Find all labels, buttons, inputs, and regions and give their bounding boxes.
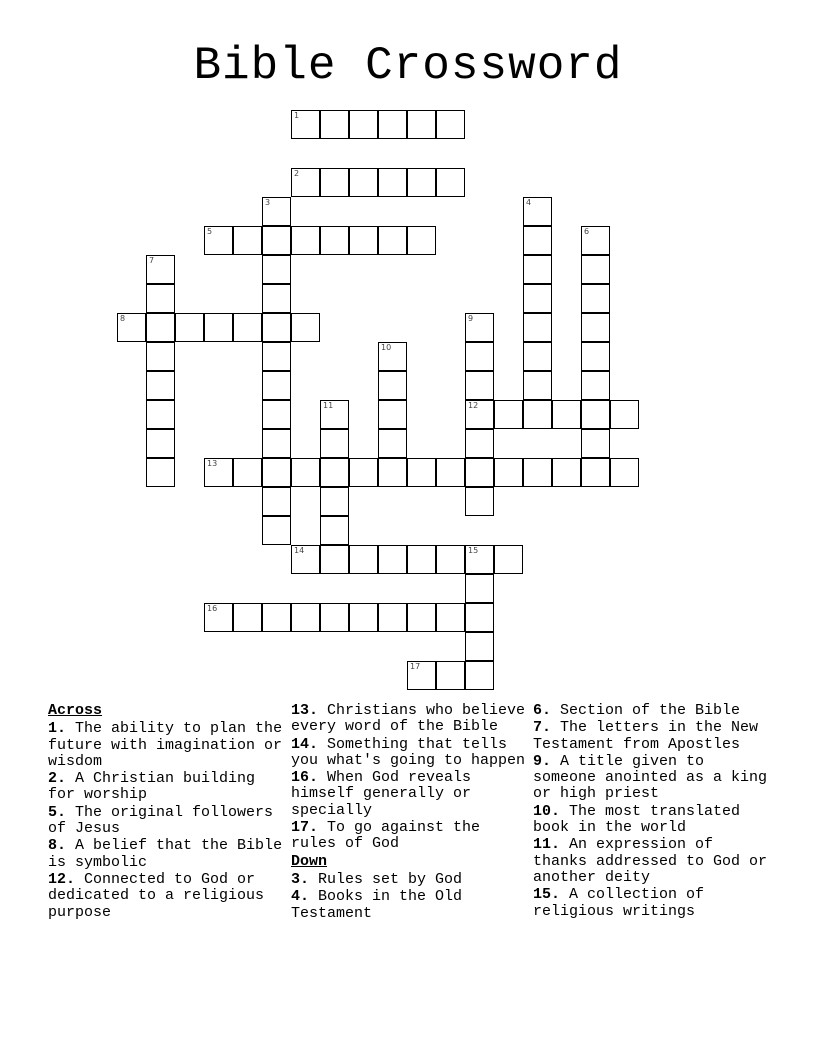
clue-text: A title given to someone anointed as a king or high priest	[533, 752, 768, 803]
clue-column-1	[48, 703, 284, 922]
clue-text: The original followers of Jesus	[48, 803, 274, 838]
grid-cell[interactable]	[407, 110, 436, 139]
grid-cell[interactable]	[523, 313, 552, 342]
cell-number: 3	[265, 198, 271, 207]
clue-down-6	[533, 703, 769, 719]
grid-cell[interactable]	[610, 400, 639, 429]
clue-across-8	[48, 838, 284, 871]
cell-number: 5	[207, 227, 213, 236]
cell-number: 14	[294, 546, 305, 555]
grid-cell[interactable]	[233, 603, 262, 632]
grid-cell[interactable]	[204, 226, 233, 255]
cell-number: 7	[149, 256, 155, 265]
grid-cell[interactable]	[523, 342, 552, 371]
grid-cell[interactable]	[146, 342, 175, 371]
clue-number: 8.	[48, 837, 67, 855]
grid-cell[interactable]	[465, 371, 494, 400]
grid-cell[interactable]	[320, 429, 349, 458]
cell-number: 9	[468, 314, 474, 323]
grid-cell[interactable]	[523, 458, 552, 487]
clue-text: Section of the Bible	[560, 702, 741, 719]
clue-across-1	[48, 721, 284, 770]
grid-cell[interactable]	[581, 429, 610, 458]
grid-cell[interactable]	[262, 603, 291, 632]
grid-cell[interactable]	[262, 342, 291, 371]
grid-cell[interactable]	[262, 255, 291, 284]
clue-across-5	[48, 805, 284, 838]
grid-cell[interactable]	[581, 371, 610, 400]
grid-cell[interactable]	[349, 110, 378, 139]
grid-cell[interactable]	[291, 545, 320, 574]
grid-cell[interactable]	[378, 603, 407, 632]
grid-cell[interactable]	[204, 458, 233, 487]
clue-down-15	[533, 887, 769, 920]
grid-cell[interactable]	[320, 487, 349, 516]
clue-across-12	[48, 872, 284, 921]
grid-cell[interactable]	[581, 284, 610, 313]
clue-text: Christians who believe every word of the Bible	[291, 702, 526, 736]
clue-across-13	[291, 703, 527, 736]
grid-cell[interactable]	[465, 458, 494, 487]
grid-cell[interactable]	[378, 168, 407, 197]
clue-number: 12.	[48, 870, 76, 888]
clue-down-10	[533, 804, 769, 837]
grid-cell[interactable]	[204, 603, 233, 632]
grid-cell[interactable]	[262, 226, 291, 255]
cell-number: 1	[294, 111, 300, 120]
clue-text: To go against the rules of God	[291, 819, 481, 853]
grid-cell[interactable]	[552, 400, 581, 429]
grid-cell[interactable]	[407, 545, 436, 574]
clue-text: A belief that the Bible is symbolic	[48, 837, 283, 871]
grid-cell[interactable]	[146, 371, 175, 400]
cell-number: 17	[410, 662, 421, 671]
down-heading: Down	[291, 852, 328, 870]
grid-cell[interactable]	[436, 545, 465, 574]
grid-cell[interactable]	[262, 400, 291, 429]
grid-cell[interactable]	[407, 603, 436, 632]
grid-cell[interactable]	[494, 545, 523, 574]
clue-number: 11.	[533, 836, 561, 854]
grid-cell[interactable]	[146, 284, 175, 313]
cell-number: 12	[468, 401, 479, 410]
grid-cell[interactable]	[378, 429, 407, 458]
cell-number: 11	[323, 401, 334, 410]
grid-cell[interactable]	[262, 197, 291, 226]
grid-cell[interactable]	[436, 110, 465, 139]
grid-cell[interactable]	[117, 313, 146, 342]
grid-cell[interactable]	[610, 458, 639, 487]
grid-cell[interactable]	[436, 458, 465, 487]
grid-cell[interactable]	[378, 371, 407, 400]
grid-cell[interactable]	[320, 110, 349, 139]
grid-cell[interactable]	[378, 342, 407, 371]
grid-cell[interactable]	[349, 226, 378, 255]
cell-number: 4	[526, 198, 532, 207]
grid-cell[interactable]	[378, 458, 407, 487]
grid-cell[interactable]	[262, 516, 291, 545]
cell-number: 6	[584, 227, 590, 236]
grid-cell[interactable]	[465, 429, 494, 458]
clue-across-16	[291, 770, 527, 819]
grid-cell[interactable]	[523, 255, 552, 284]
clue-column-3	[533, 703, 769, 921]
clue-across-2	[48, 771, 284, 804]
grid-cell[interactable]	[233, 226, 262, 255]
grid-cell[interactable]	[581, 342, 610, 371]
grid-cell[interactable]	[320, 545, 349, 574]
grid-cell[interactable]	[523, 371, 552, 400]
clue-number: 2.	[48, 770, 67, 788]
grid-cell[interactable]	[552, 458, 581, 487]
grid-cell[interactable]	[465, 632, 494, 661]
clue-down-11	[533, 837, 769, 886]
grid-cell[interactable]	[523, 226, 552, 255]
grid-cell[interactable]	[291, 603, 320, 632]
grid-cell[interactable]	[407, 168, 436, 197]
grid-cell[interactable]	[291, 168, 320, 197]
clue-across-14	[291, 737, 527, 770]
grid-cell[interactable]	[320, 226, 349, 255]
clue-text: A collection of religious writings	[533, 886, 705, 920]
grid-cell[interactable]	[320, 400, 349, 429]
clue-text: The ability to plan the future with imagination or wisdom	[48, 720, 283, 770]
clue-number: 13.	[291, 702, 319, 719]
grid-cell[interactable]	[349, 603, 378, 632]
clue-text: The most translated book in the world	[533, 802, 741, 837]
clue-text: Rules set by God	[318, 870, 463, 888]
grid-cell[interactable]	[581, 255, 610, 284]
grid-cell[interactable]	[262, 429, 291, 458]
grid-cell[interactable]	[436, 603, 465, 632]
clue-text: When God reveals himself generally or specially	[291, 769, 472, 819]
grid-cell[interactable]	[291, 110, 320, 139]
grid-cell[interactable]	[465, 545, 494, 574]
cell-number: 15	[468, 546, 479, 555]
grid-cell[interactable]	[465, 574, 494, 603]
page-title: Bible Crossword	[193, 40, 623, 92]
clue-number: 4.	[291, 888, 310, 906]
grid-cell[interactable]	[262, 458, 291, 487]
clue-number: 6.	[533, 702, 552, 719]
grid-cell[interactable]	[291, 313, 320, 342]
grid-cell[interactable]	[465, 487, 494, 516]
grid-cell[interactable]	[349, 545, 378, 574]
clue-number: 15.	[533, 886, 561, 904]
grid-cell[interactable]	[204, 313, 233, 342]
clue-number: 16.	[291, 769, 319, 787]
grid-cell[interactable]	[407, 226, 436, 255]
grid-cell[interactable]	[581, 458, 610, 487]
grid-cell[interactable]	[262, 284, 291, 313]
grid-cell[interactable]	[320, 603, 349, 632]
grid-cell[interactable]	[523, 197, 552, 226]
grid-cell[interactable]	[146, 458, 175, 487]
grid-cell[interactable]	[146, 313, 175, 342]
clue-down-9	[533, 754, 769, 803]
grid-cell[interactable]	[465, 603, 494, 632]
grid-cell[interactable]	[494, 458, 523, 487]
grid-cell[interactable]	[407, 661, 436, 690]
grid-cell[interactable]	[378, 226, 407, 255]
cell-number: 8	[120, 314, 126, 323]
grid-cell[interactable]	[436, 661, 465, 690]
clue-number: 14.	[291, 735, 319, 753]
clue-number: 9.	[533, 752, 552, 770]
grid-cell[interactable]	[465, 400, 494, 429]
cell-number: 10	[381, 343, 392, 352]
cell-number: 2	[294, 169, 300, 178]
grid-cell[interactable]	[233, 313, 262, 342]
grid-cell[interactable]	[523, 284, 552, 313]
clue-down-4	[291, 889, 527, 922]
grid-cell[interactable]	[262, 487, 291, 516]
clue-across-17	[291, 820, 527, 853]
clue-down-3	[291, 872, 527, 888]
grid-cell[interactable]	[581, 226, 610, 255]
grid-cell[interactable]	[407, 458, 436, 487]
grid-cell[interactable]	[378, 110, 407, 139]
clue-text: A Christian building for worship	[48, 770, 256, 804]
grid-cell[interactable]	[378, 400, 407, 429]
grid-cell[interactable]	[146, 400, 175, 429]
clue-number: 7.	[533, 719, 552, 737]
grid-cell[interactable]	[581, 313, 610, 342]
grid-cell[interactable]	[262, 313, 291, 342]
grid-cell[interactable]	[349, 168, 378, 197]
grid-cell[interactable]	[262, 371, 291, 400]
clue-text: Books in the Old Testament	[291, 888, 463, 922]
grid-cell[interactable]	[233, 458, 262, 487]
grid-cell[interactable]	[291, 226, 320, 255]
grid-cell[interactable]	[320, 168, 349, 197]
clue-text: An expression of thanks addressed to God or another deity	[533, 836, 768, 886]
grid-cell[interactable]	[465, 342, 494, 371]
clue-number: 3.	[291, 870, 310, 888]
across-heading: Across	[48, 702, 103, 719]
grid-cell[interactable]	[436, 168, 465, 197]
grid-cell[interactable]	[465, 661, 494, 690]
grid-cell[interactable]	[378, 545, 407, 574]
cell-number: 13	[207, 459, 218, 468]
clue-number: 17.	[291, 819, 319, 837]
grid-cell[interactable]	[320, 516, 349, 545]
grid-cell[interactable]	[175, 313, 204, 342]
clue-number: 10.	[533, 802, 561, 820]
clue-column-2	[291, 703, 527, 923]
clue-down-7	[533, 720, 769, 753]
grid-cell[interactable]	[146, 429, 175, 458]
grid-cell[interactable]	[494, 400, 523, 429]
grid-cell[interactable]	[320, 458, 349, 487]
clue-text: The letters in the New Testament from Apostles	[533, 719, 759, 753]
clue-number: 1.	[48, 720, 67, 738]
grid-cell[interactable]	[465, 313, 494, 342]
grid-cell[interactable]	[349, 458, 378, 487]
grid-cell[interactable]	[146, 255, 175, 284]
clue-number: 5.	[48, 803, 67, 821]
grid-cell[interactable]	[291, 458, 320, 487]
grid-cell[interactable]	[523, 400, 552, 429]
grid-cell[interactable]	[581, 400, 610, 429]
clue-text: Something that tells you what's going to happen	[291, 735, 526, 769]
clue-text: Connected to God or dedicated to a religious purpose	[48, 870, 265, 921]
cell-number: 16	[207, 604, 218, 613]
